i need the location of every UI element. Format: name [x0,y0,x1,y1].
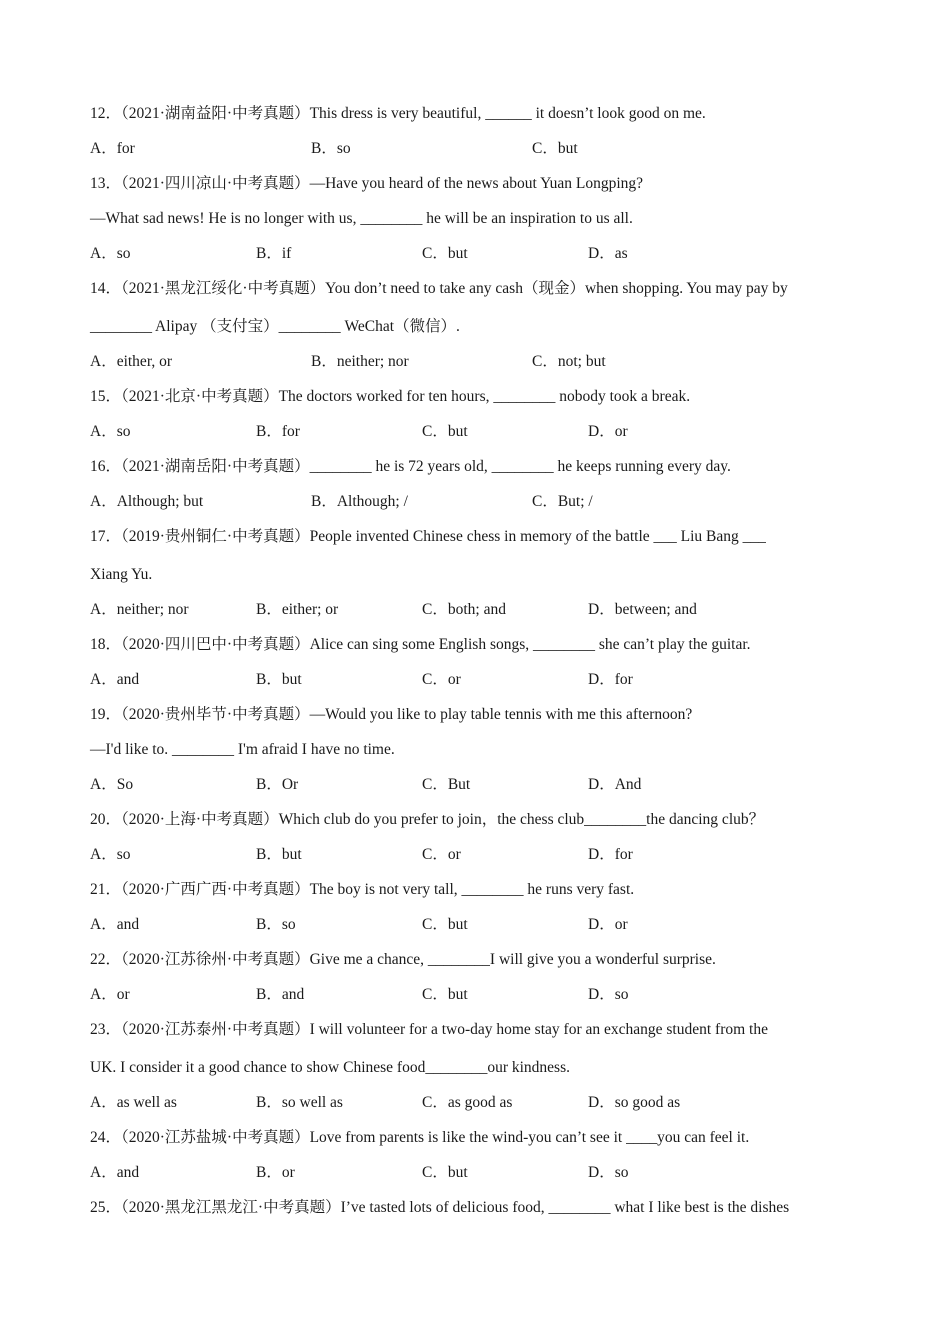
question-22 [90,946,870,1016]
option-c[interactable]: C．both; and [422,601,506,618]
question-list [90,100,870,1229]
option-d[interactable]: D．between; and [588,601,697,618]
option-c[interactable]: C．but [532,140,578,157]
question-stem: 22．（2020·江苏徐州·中考真题）Give me a chance, ________I will give you a wonderful surprise. [90,951,716,968]
question-stem-continued: —What sad news! He is no longer with us, ________ he will be an inspiration to us all. [90,210,633,227]
options-row [90,1159,870,1194]
option-b[interactable]: B．neither; nor [311,353,409,370]
option-c[interactable]: C．But [422,776,471,793]
options-row [90,488,870,523]
question-stem: 20．（2020·上海·中考真题）Which club do you prefer to join，the chess club________the dancing club？ [90,811,765,828]
option-d[interactable]: D．as [588,245,628,262]
option-d[interactable]: D．so [588,986,629,1003]
option-b[interactable]: B．so well as [256,1094,343,1111]
option-d[interactable]: D．for [588,671,633,688]
question-18 [90,631,870,701]
options-row [90,418,870,453]
option-d[interactable]: D．And [588,776,642,793]
question-21 [90,876,870,946]
option-b[interactable]: B．Or [256,776,299,793]
option-b[interactable]: B．so [256,916,296,933]
options-row [90,981,870,1016]
option-c[interactable]: C．or [422,846,461,863]
option-b[interactable]: B．or [256,1164,295,1181]
question-23 [90,1016,870,1124]
question-24 [90,1124,870,1194]
options-row [90,841,870,876]
option-d[interactable]: D．for [588,846,633,863]
option-d[interactable]: D．so [588,1164,629,1181]
question-16 [90,453,870,523]
question-stem: 12．（2021·湖南益阳·中考真题）This dress is very beautiful, ______ it doesn’t look good on me. [90,105,706,122]
question-stem: 14．（2021·黑龙江绥化·中考真题）You don’t need to take any cash（现金）when shopping. You may pay by [90,280,788,297]
option-a[interactable]: A．and [90,671,140,688]
option-b[interactable]: B．Although; / [311,493,408,510]
option-c[interactable]: C．but [422,1164,468,1181]
option-a[interactable]: A．or [90,986,130,1003]
question-stem-continued: UK. I consider it a good chance to show Chinese food________our kindness. [90,1059,570,1076]
question-25 [90,1194,870,1229]
question-stem: 13．（2021·四川凉山·中考真题）—Have you heard of the news about Yuan Longping? [90,175,644,192]
option-c[interactable]: C．but [422,245,468,262]
question-stem-continued: ________ Alipay （支付宝）________ WeChat（微信）. [90,318,460,335]
question-14 [90,275,870,383]
options-row [90,666,870,701]
question-20 [90,806,870,876]
option-b[interactable]: B．if [256,245,292,262]
options-row [90,1089,870,1124]
question-stem: 17．（2019·贵州铜仁·中考真题）People invented Chinese chess in memory of the battle ___ Liu Bang ___ [90,528,766,545]
option-a[interactable]: A．So [90,776,134,793]
option-c[interactable]: C．But; / [532,493,593,510]
question-stem: 21．（2020·广西广西·中考真题）The boy is not very tall, ________ he runs very fast. [90,881,635,898]
options-row [90,240,870,275]
question-stem: 25．（2020·黑龙江黑龙江·中考真题）I’ve tasted lots of delicious food, ________ what I like best is the dishes [90,1199,790,1216]
option-a[interactable]: A．as well as [90,1094,177,1111]
option-b[interactable]: B．for [256,423,300,440]
option-b[interactable]: B．and [256,986,305,1003]
option-c[interactable]: C．as good as [422,1094,513,1111]
question-19 [90,701,870,806]
option-a[interactable]: A．Although; but [90,493,204,510]
option-b[interactable]: B．but [256,671,302,688]
question-13 [90,170,870,275]
option-a[interactable]: A．and [90,916,140,933]
option-d[interactable]: D．so good as [588,1094,681,1111]
option-c[interactable]: C．but [422,986,468,1003]
question-12 [90,100,870,170]
options-row [90,771,870,806]
option-b[interactable]: B．but [256,846,302,863]
question-stem: 18．（2020·四川巴中·中考真题）Alice can sing some English songs, ________ she can’t play the guitar. [90,636,751,653]
question-stem: 23．（2020·江苏泰州·中考真题）I will volunteer for a two-day home stay for an exchange student from the [90,1021,768,1038]
option-c[interactable]: C．but [422,423,468,440]
option-a[interactable]: A．so [90,423,131,440]
option-d[interactable]: D．or [588,423,628,440]
option-a[interactable]: A．for [90,140,135,157]
option-b[interactable]: B．so [311,140,351,157]
option-d[interactable]: D．or [588,916,628,933]
question-15 [90,383,870,453]
option-b[interactable]: B．either; or [256,601,339,618]
question-stem: 15．（2021·北京·中考真题）The doctors worked for ten hours, ________ nobody took a break. [90,388,691,405]
question-stem: 19．（2020·贵州毕节·中考真题）—Would you like to play table tennis with me this afternoon? [90,706,693,723]
option-a[interactable]: A．either, or [90,353,173,370]
option-c[interactable]: C．or [422,671,461,688]
option-c[interactable]: C．not; but [532,353,606,370]
options-row [90,596,870,631]
question-stem-continued: —I'd like to. ________ I'm afraid I have no time. [90,741,395,758]
option-a[interactable]: A．and [90,1164,140,1181]
options-row [90,348,870,383]
question-stem: 16．（2021·湖南岳阳·中考真题）________ he is 72 years old, ________ he keeps running every day. [90,458,731,475]
question-stem-continued: Xiang Yu. [90,566,153,583]
options-row [90,911,870,946]
option-a[interactable]: A．so [90,245,131,262]
options-row [90,135,870,170]
option-a[interactable]: A．so [90,846,131,863]
question-stem: 24．（2020·江苏盐城·中考真题）Love from parents is like the wind-you can’t see it ____you can feel it. [90,1129,750,1146]
option-c[interactable]: C．but [422,916,468,933]
option-a[interactable]: A．neither; nor [90,601,189,618]
question-17 [90,523,870,631]
